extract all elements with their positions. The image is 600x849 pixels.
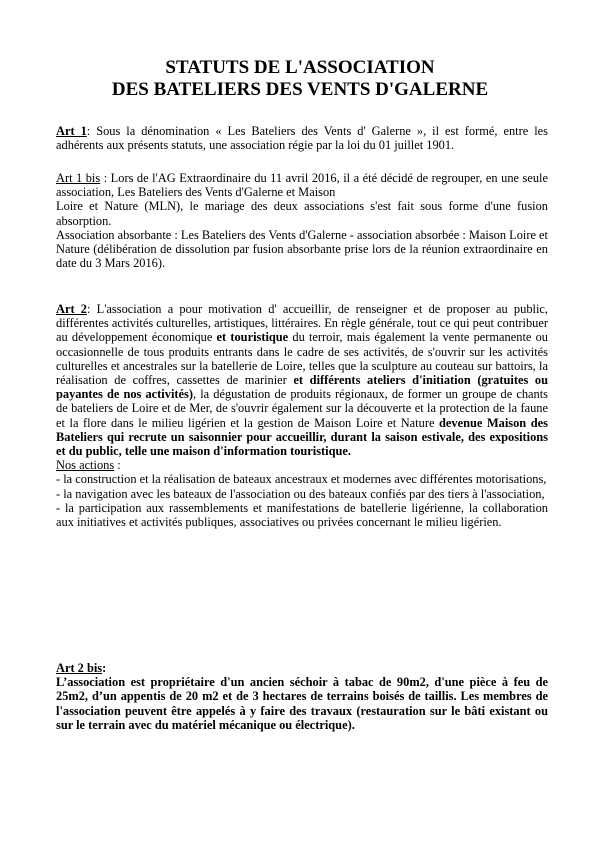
article-2-bis-text: L’association est propriétaire d'un ancien séchoir à tabac de 90m2, d'une pièce à feu de 25m2, d’un appentis de 20 m2 et de 3 hectares de terrains boisés de taillis. Les membres de l'association peuvent être appelés à y faire des travaux (restauration sur le bâti existant ou sur le terrain avec du matériel mécanique ou électrique). bbox=[56, 675, 548, 732]
article-2-text-2: du terroir, mais également la vente permanente ou occasionnelle de tous produits entrants dans le cadre de ses activités, de s'ouvrir sur les activités culturelles et ancestrales sur la batellerie de Loire, telles que la sculpture au couteau sur battoirs, la réalisation de coffres, cassettes de marinier bbox=[56, 330, 548, 388]
title-line-2: DES BATELIERS DES VENTS D'GALERNE bbox=[111, 79, 489, 100]
actions-colon: : bbox=[114, 458, 121, 473]
document-title bbox=[0, 57, 600, 101]
action-item: - la participation aux rassemblements et manifestations de batellerie ligérienne, la collaboration aux initiatives et activités publiques, associatives ou privées concernant le milieu ligérien. bbox=[56, 500, 548, 530]
title-line-1: STATUTS DE L'ASSOCIATION bbox=[165, 57, 435, 78]
article-1 bbox=[56, 124, 548, 152]
article-1-bis-label: Art 1 bis bbox=[56, 171, 101, 185]
action-item: - la construction et la réalisation de bateaux ancestraux et modernes avec différentes motorisations, bbox=[56, 472, 547, 487]
article-1-bis-text-1: : Lors de l'AG Extraordinaire du 11 avril 2016, il a été décidé de regrouper, en une seule association, Les Bateliers des Vents d'Galerne et Maison bbox=[56, 171, 548, 200]
article-1-bis-text-2: Loire et Nature (MLN), le mariage des deux associations s'est fait sous forme d'une fusion absorption. bbox=[56, 199, 548, 228]
actions-label: Nos actions bbox=[56, 458, 115, 473]
article-2 bbox=[56, 302, 548, 529]
article-2-text-1: : L'association a pour motivation d' accueillir, de renseigner et de proposer au public, différentes activités culturelles, artistiques, littéraires. En règle générale, tout ce qui peut contribuer au développement économique bbox=[56, 302, 549, 345]
action-item: - la navigation avec les bateaux de l'association ou des bateaux confiés par des tiers à l'association, bbox=[56, 486, 545, 501]
article-2-bold-1: et touristique bbox=[216, 330, 289, 345]
article-2-label: Art 2 bbox=[56, 302, 87, 316]
article-1-label: Art 1 bbox=[56, 124, 87, 138]
article-2-bis bbox=[56, 661, 548, 732]
article-2-bis-colon: : bbox=[102, 661, 107, 675]
article-1-bis bbox=[56, 171, 548, 270]
article-1-bis-text-3: Association absorbante : Les Bateliers des Vents d'Galerne - association absorbée : Maison Loire et Nature (délibération de dissolution par fusion absorbante prise lors de la réunion extraordinaire en date du 3 Mars 2016). bbox=[56, 227, 548, 271]
article-2-bis-label: Art 2 bis bbox=[56, 661, 103, 675]
article-2-bold-3: devenue Maison des Bateliers qui recrute un saisonnier pour accueillir, durant la saison estivale, des expositions et du public, telle une maison d'information touristique. bbox=[56, 415, 548, 459]
article-2-bold-2: et différents ateliers d'initiation (gratuites ou payantes de nos activités) bbox=[56, 373, 549, 402]
article-1-text: : Sous la dénomination « Les Bateliers des Vents d' Galerne », il est formé, entre les adhérents aux présents statuts, une association régie par la loi du 01 juillet 1901. bbox=[56, 124, 548, 153]
article-2-text-3: , la dégustation de produits régionaux, de former un groupe de chants de bateliers de Loire et de Mer, de s'ouvrir également sur la découverte et la protection de la faune et la flore dans le milieu ligérien et la gestion de Maison Loire et Nature bbox=[56, 387, 548, 430]
